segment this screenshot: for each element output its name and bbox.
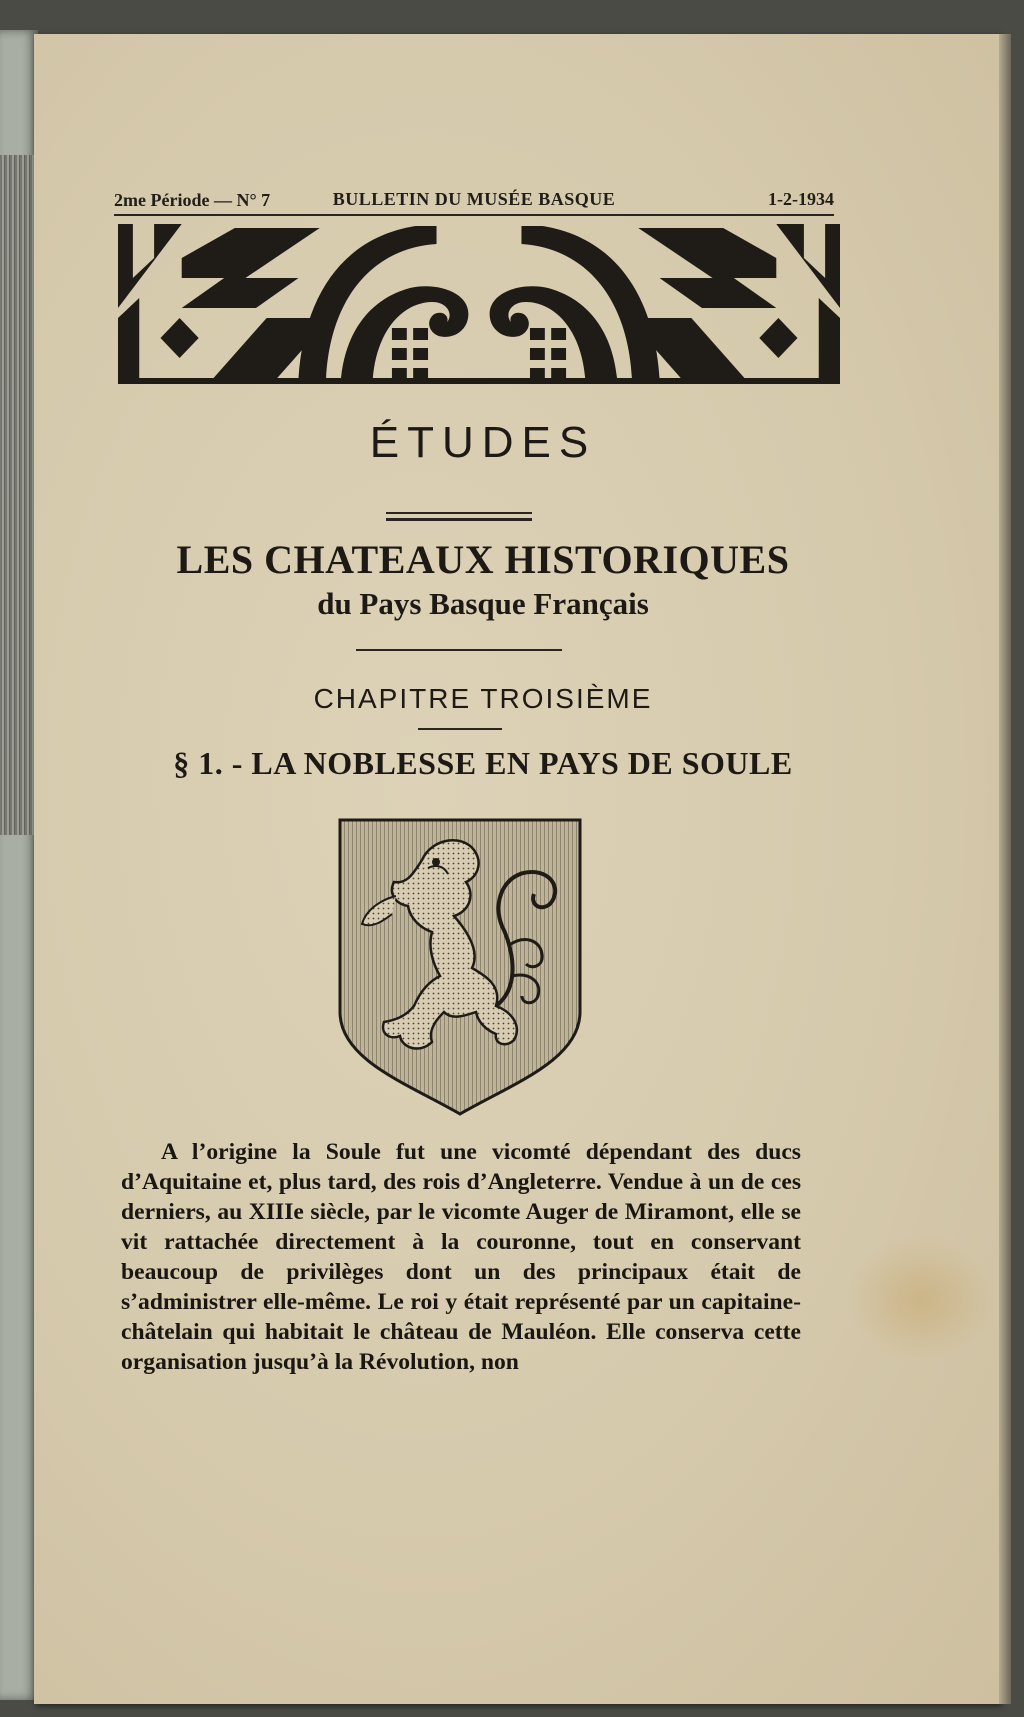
- heading-double-rule-top: [386, 512, 532, 514]
- heading-double-rule-bottom: [386, 518, 532, 521]
- body-text: [121, 1137, 801, 1377]
- facing-page-photo: [0, 155, 34, 835]
- basque-ornament-band: [118, 218, 840, 386]
- chapter-heading: CHAPITRE TROISIÈME: [313, 683, 653, 714]
- article-subtitle: du Pays Basque Français: [317, 586, 649, 621]
- body-paragraph: A l’origine la Soule fut une vicomté dépendant des ducs d’Aquitaine et, plus tard, des rois d’Angleterre. Vendue à un de ces derniers, au XIIIe siècle, par le vicomte Auger de Miramont, elle se vit rattachée directement à la couronne, tout en conservant beaucoup de privilèges dont un des principaux était de s’administrer elle-même. Le roi y était représenté par un capitaine-châtelain qui habitait le château de Mauléon. Elle conserva cette organisation jusqu’à la Révolution, non: [121, 1139, 801, 1375]
- section-heading: ÉTUDES: [369, 418, 597, 467]
- running-head: [114, 186, 834, 216]
- subtitle-rule: [356, 649, 562, 651]
- chapter-rule: [418, 728, 502, 730]
- issue-date: 1-2-1934: [768, 189, 834, 209]
- bulletin-title: BULLETIN DU MUSÉE BASQUE: [332, 189, 616, 209]
- article-title: LES CHATEAUX HISTORIQUES: [176, 537, 790, 582]
- section-title: § 1. - LA NOBLESSE EN PAYS DE SOULE: [173, 745, 793, 781]
- paper-stain: [846, 1234, 996, 1364]
- page-edge: [999, 34, 1011, 1704]
- issue-period: 2me Période — N° 7: [114, 190, 271, 210]
- facing-page-edge: [0, 30, 38, 1700]
- coat-of-arms-lion-rampant-icon: [336, 816, 584, 1118]
